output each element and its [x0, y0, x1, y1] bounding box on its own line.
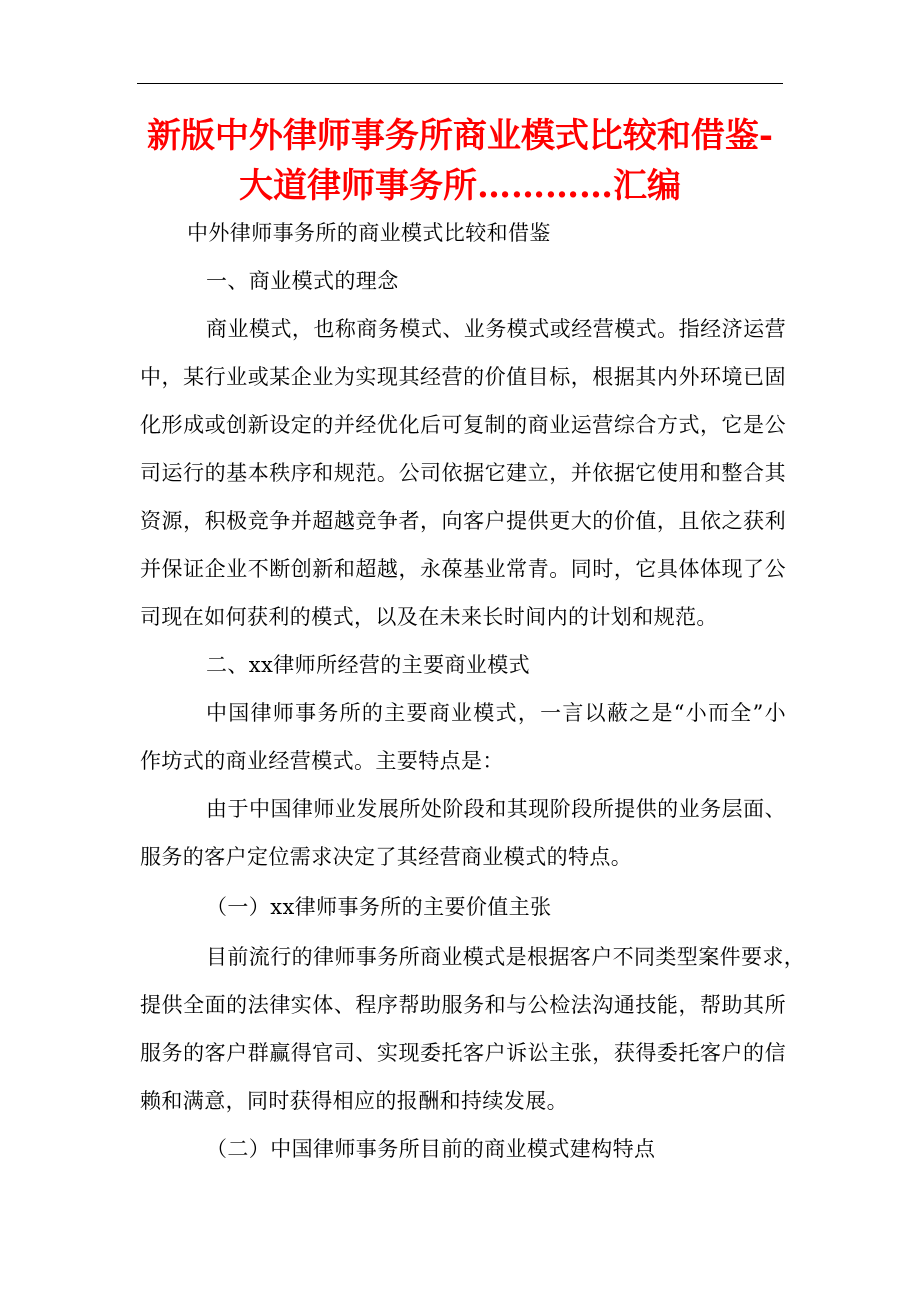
document-title-line-1: 新版中外律师事务所商业模式比较和借鉴- [146, 116, 774, 156]
paragraph-1-line-2: 中，某行业或某企业为实现其经营的价值目标，根据其内外环境已固 [140, 365, 786, 389]
paragraph-4-line-2: 提供全面的法律实体、程序帮助服务和与公检法沟通技能，帮助其所 [140, 993, 786, 1017]
section-heading-2: 二、xx律师所经营的主要商业模式 [206, 653, 531, 677]
paragraph-1-line-7: 司现在如何获利的模式，以及在未来长时间内的计划和规范。 [140, 605, 718, 629]
subtitle: 中外律师事务所的商业模式比较和借鉴 [187, 221, 551, 245]
paragraph-4-line-3: 服务的客户群赢得官司、实现委托客户诉讼主张，获得委托客户的信 [140, 1041, 786, 1065]
paragraph-1-line-3: 化形成或创新设定的并经优化后可复制的商业运营综合方式，它是公 [140, 413, 786, 437]
paragraph-4-line-4: 赖和满意，同时获得相应的报酬和持续发展。 [140, 1089, 568, 1113]
section-heading-1: 一、商业模式的理念 [206, 269, 399, 293]
document-title-line-2: 大道律师事务所…………汇编 [239, 166, 681, 206]
header-rule [137, 83, 783, 84]
subsection-heading-1: （一）xx律师事务所的主要价值主张 [206, 895, 552, 919]
paragraph-3-line-1: 由于中国律师业发展所处阶段和其现阶段所提供的业务层面、 [206, 797, 786, 821]
paragraph-1-line-5: 资源，积极竞争并超越竞争者，向客户提供更大的价值，且依之获利 [140, 509, 786, 533]
subsection-heading-2: （二）中国律师事务所目前的商业模式建构特点 [206, 1137, 656, 1161]
paragraph-2-line-1: 中国律师事务所的主要商业模式，一言以蔽之是“小而全”小 [206, 701, 786, 725]
paragraph-1-line-6: 并保证企业不断创新和超越，永葆基业常青。同时，它具体体现了公 [140, 557, 786, 581]
paragraph-3-line-2: 服务的客户定位需求决定了其经营商业模式的特点。 [140, 845, 633, 869]
paragraph-4-line-1: 目前流行的律师事务所商业模式是根据客户不同类型案件要求， [206, 945, 806, 969]
paragraph-2-line-2: 作坊式的商业经营模式。主要特点是： [140, 749, 504, 773]
paragraph-1-line-1: 商业模式，也称商务模式、业务模式或经营模式。指经济运营 [206, 317, 786, 341]
paragraph-1-line-4: 司运行的基本秩序和规范。公司依据它建立，并依据它使用和整合其 [140, 461, 786, 485]
